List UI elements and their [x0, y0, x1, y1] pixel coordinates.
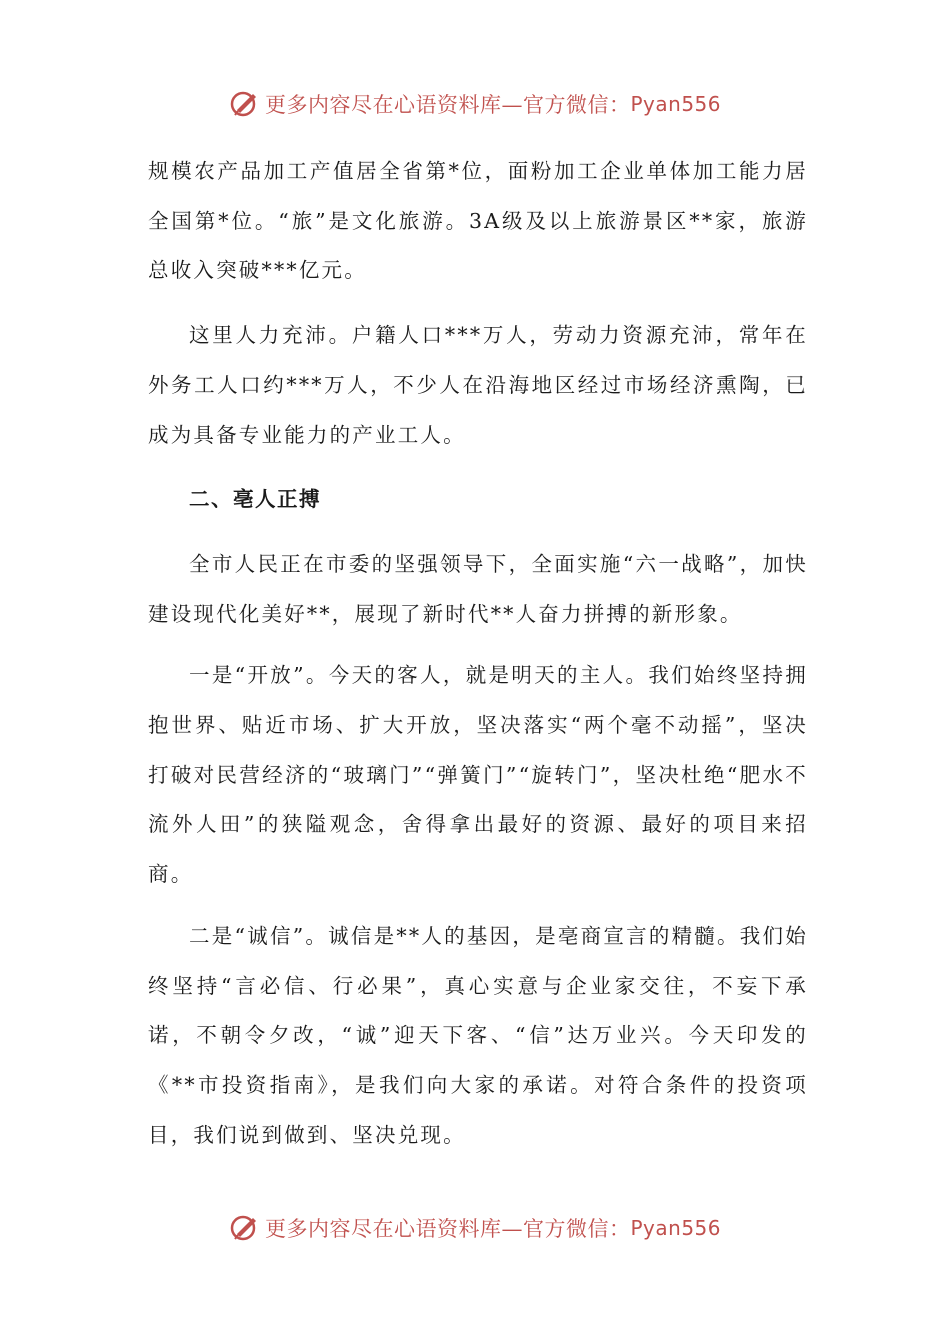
quill-logo-icon	[229, 1212, 261, 1244]
watermark-text: 更多内容尽在心语资料库—官方微信：	[264, 1217, 631, 1241]
paragraph-openness: 一是“开放”。今天的客人，就是明天的主人。我们始终坚持拥抱世界、贴近市场、扩大开放，坚决落实“两个毫不动摇”，坚决打破对民营经济的“玻璃门”“弹簧门”“旋转门”，坚决杜绝“肥水不流外人田”的狭隘观念，舍得拿出最好的资源、最好的项目来招商。	[148, 663, 808, 887]
watermark-wechat-id: Pyan556	[630, 92, 721, 116]
paragraph-labor: 这里人力充沛。户籍人口***万人，劳动力资源充沛，常年在外务工人口约***万人，不少人在沿海地区经过市场经济熏陶，已成为具备专业能力的产业工人。	[148, 323, 808, 447]
paragraph-intro: 全市人民正在市委的坚强领导下，全面实施“六一战略”，加快建设现代化美好**，展现了新时代**人奋力拼搏的新形象。	[148, 551, 808, 626]
paragraph-continuation: 规模农产品加工产值居全省第*位，面粉加工企业单体加工能力居全国第*位。“旅”是文化旅游。3A级及以上旅游景区**家，旅游总收入突破***亿元。	[148, 159, 808, 283]
watermark-text: 更多内容尽在心语资料库—官方微信：	[264, 93, 631, 117]
footer-watermark	[0, 1208, 950, 1248]
document-body	[148, 147, 808, 1160]
paragraph-integrity: 二是“诚信”。诚信是**人的基因，是亳商宣言的精髓。我们始终坚持“言必信、行必果”，真心实意与企业家交往，不妄下承诺，不朝令夕改，“诚”迎天下客、“信”达万业兴。今天印发的《**市投资指南》，是我们向大家的承诺。对符合条件的投资项目，我们说到做到、坚决兑现。	[148, 923, 808, 1147]
quill-logo-icon	[229, 88, 261, 120]
section-heading: 二、亳人正搏	[189, 487, 321, 512]
watermark-wechat-id: Pyan556	[630, 1216, 721, 1240]
header-watermark	[0, 84, 950, 124]
